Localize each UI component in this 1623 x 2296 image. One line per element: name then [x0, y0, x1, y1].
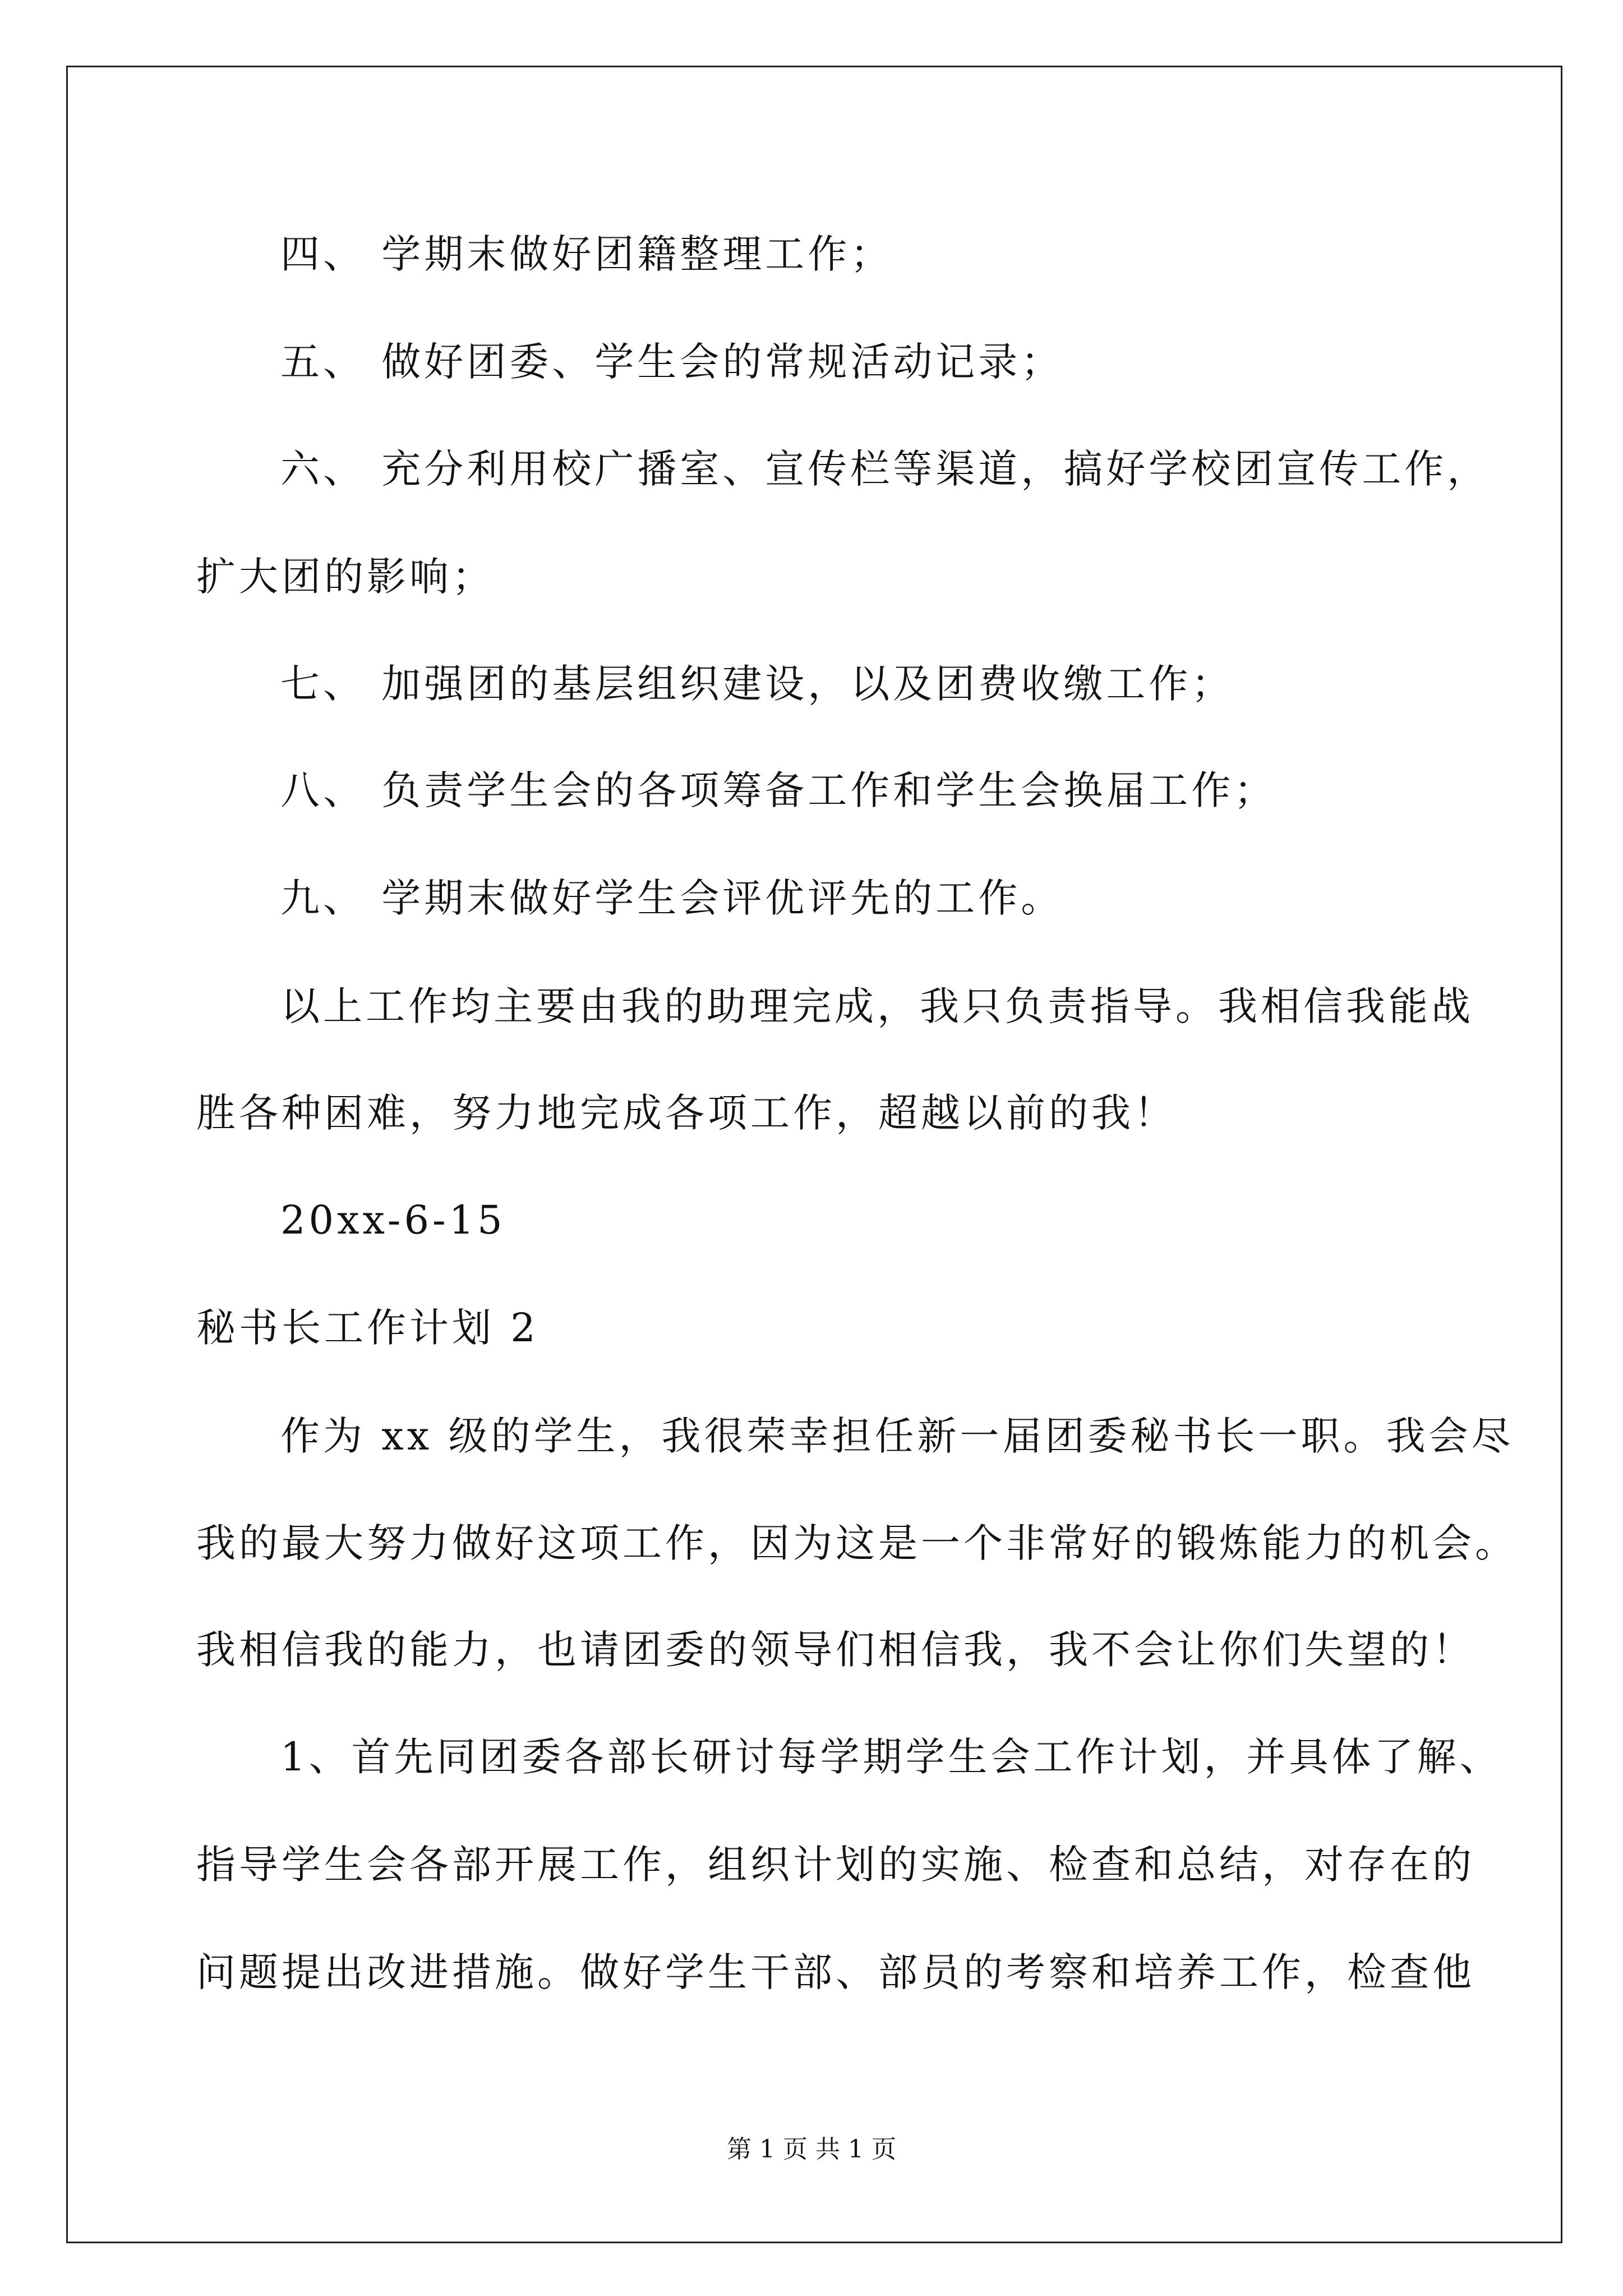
item-8: 八、 负责学生会的各项筹备工作和学生会换届工作；: [280, 767, 1277, 813]
page-footer: 第 1 页 共 1 页: [727, 2135, 896, 2164]
item-9: 九、 学期末做好学生会评优评先的工作。: [280, 875, 1064, 921]
intro-line-3: 我相信我的能力，也请团委的领导们相信我，我不会让你们失望的！: [196, 1627, 1475, 1673]
item-7: 七、 加强团的基层组织建设，以及团费收缴工作；: [280, 661, 1234, 707]
intro-line-1: 作为 xx 级的学生，我很荣幸担任新一届团委秘书长一职。我会尽: [280, 1413, 1514, 1459]
summary-line-2: 胜各种困难，努力地完成各项工作，超越以前的我！: [196, 1090, 1177, 1136]
item-4: 四、 学期末做好团籍整理工作；: [280, 231, 893, 277]
point-1-line-2: 指导学生会各部开展工作，组织计划的实施、检查和总结，对存在的: [196, 1842, 1475, 1888]
point-1-line-1: 1、首先同团委各部长研讨每学期学生会工作计划，并具体了解、: [280, 1734, 1502, 1780]
summary-line-1: 以上工作均主要由我的助理完成，我只负责指导。我相信我能战: [280, 983, 1474, 1029]
section-title: 秘书长工作计划 2: [196, 1305, 539, 1351]
item-6-line-1: 六、 充分利用校广播室、宣传栏等渠道，搞好学校团宣传工作，: [280, 446, 1490, 492]
page-border: [66, 66, 1562, 2243]
intro-line-2: 我的最大努力做好这项工作，因为这是一个非常好的锻炼能力的机会。: [196, 1520, 1518, 1566]
item-5: 五、 做好团委、学生会的常规活动记录；: [280, 339, 1064, 385]
date-line: 20xx-6-15: [280, 1197, 506, 1243]
point-1-line-3: 问题提出改进措施。做好学生干部、部员的考察和培养工作，检查他: [196, 1949, 1475, 1995]
item-6-line-2: 扩大团的影响；: [196, 554, 495, 600]
